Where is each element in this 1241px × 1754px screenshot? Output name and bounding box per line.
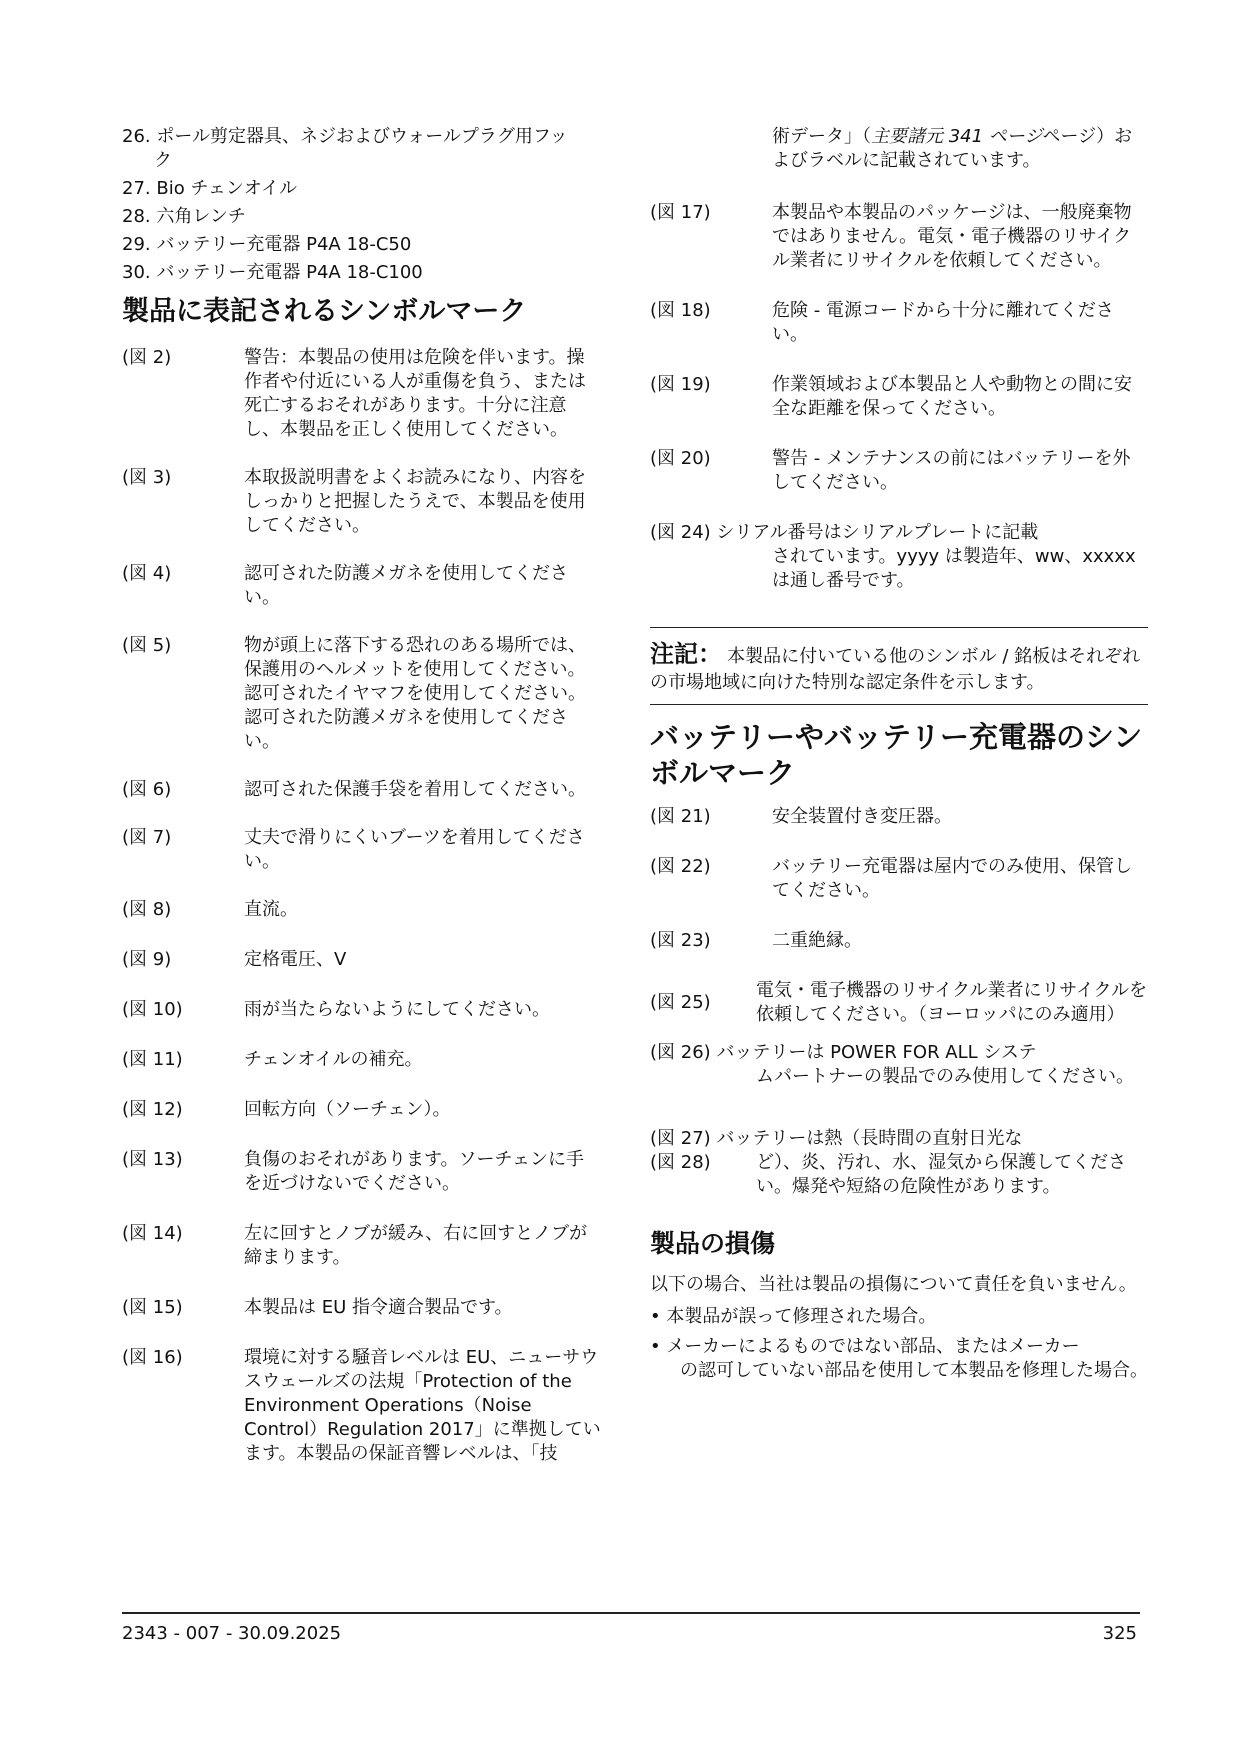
parts-list [122,125,602,285]
symbol-entry [122,634,602,754]
list-text: Bio チェンオイル [156,178,298,199]
figure-ref: (図 14) [122,1223,183,1244]
figure-ref: (図 20) [650,448,711,469]
bullet-text: • 本製品が誤って修理された場合。 [650,1306,937,1327]
bullet-text-cont: の認可していない部品を使用して本製品を修理した場合。 [680,1360,1148,1381]
list-number: 29. [122,234,151,255]
figure-ref: (図 4) [122,563,172,584]
symbol-description: 警告：本製品の使用は危険を伴います。操作者や付近にいる人が重傷を負う、または死亡するおそれがあります。十分に注意し、本製品を正しく使用してください。 [244,347,586,440]
symbol-entry [122,1148,602,1196]
symbol-description: 雨が当たらないようにしてください。 [244,999,550,1020]
symbol-entry [650,373,1148,421]
figure-ref: (図 9) [122,949,172,970]
note-box [650,627,1148,705]
symbol-entry [122,898,602,922]
bullet-item [650,1305,1148,1329]
figure-ref: (図 5) [122,635,172,656]
symbol-entry [122,778,602,802]
figure-ref: (図 25) [650,992,711,1013]
damage-intro: 以下の場合、当社は製品の損傷について責任を負いません。 [650,1274,1137,1295]
document-code: 2343 - 007 - 30.09.2025 [122,1623,342,1644]
symbol-entry [122,1098,602,1122]
left-column [122,125,602,1466]
symbol-entry [122,1296,602,1320]
list-number: 26. [122,126,151,147]
section-title-battery: バッテリーやバッテリー充電器のシンボルマーク [650,720,1143,790]
symbol-description: バッテリー充電器は屋内でのみ使用、保管してください。 [772,856,1132,901]
symbol-description: 環境に対する騒音レベルは EU、ニューサウスウェールズの法規「Protection of the Environment Operations（Noise Control）Regulation 2017」に準拠しています。本製品の保証音響レベルは、「技 [244,1347,601,1464]
symbol-description: 物が頭上に落下する恐れのある場所では、保護用のヘルメットを使用してください。認可されたイヤマフを使用してください。認可された防護メガネを使用してください。 [244,635,586,752]
figure-ref: (図 24) [650,522,711,543]
symbol-entry [650,979,1148,1027]
symbol-description: 直流。 [244,899,298,920]
symbol-description: 本製品は EU 指令適合製品です。 [244,1297,513,1318]
symbol-entry [650,299,1148,347]
symbol-entry [650,855,1148,903]
list-item [122,233,602,257]
figure-ref: (図 28) [650,1152,711,1173]
symbol-description: バッテリーは熱（長時間の直射日光な [716,1128,1023,1149]
figure-ref: (図 16) [122,1347,183,1368]
bullet-item [650,1335,1148,1383]
figure-ref: (図 7) [122,827,172,848]
symbol-description: 電気・電子機器のリサイクル業者にリサイクルを依頼してください。（ヨーロッパにのみ適用） [756,980,1147,1025]
list-item [122,205,602,229]
battery-system-entry [650,1041,1148,1065]
list-item [122,261,602,285]
cont-post: ページ）およびラベルに記載されています。 [772,126,1133,171]
symbol-description: 危険 - 電源コードから十分に離れてください。 [772,300,1114,345]
continued-text [650,125,1148,173]
symbol-entry [122,562,602,610]
list-number: 27. [122,178,151,199]
serial-number-entry [650,521,1148,545]
symbol-entry [122,948,602,972]
symbol-entry [122,1048,602,1072]
note-text: 本製品に付いている他のシンボル / 銘板はそれぞれの市場地域に向けた特別な認定条件を示します。 [650,646,1141,693]
symbol-description: 定格電圧、V [244,949,347,970]
list-text: ポール剪定器具、ネジおよびウォールプラグ用フッ [156,126,568,147]
symbol-description-cont: ど）、炎、汚れ、水、湿気から保護してください。爆発や短絡の危険性があります。 [756,1152,1127,1197]
figure-ref: (図 21) [650,806,711,827]
figure-ref: (図 23) [650,930,711,951]
symbol-entry [122,1222,602,1270]
figure-ref: (図 2) [122,347,172,368]
symbol-description-cont: されています。yyyy は製造年、ww、xxxxx は通し番号です。 [772,546,1136,591]
symbol-description: 負傷のおそれがあります。ソーチェンに手を近づけないでください。 [244,1149,585,1194]
symbol-description: 認可された保護手袋を着用してください。 [244,779,586,800]
list-text: バッテリー充電器 P4A 18-C50 [156,234,412,255]
symbol-description: 警告 - メンテナンスの前にはバッテリーを外してください。 [772,448,1131,493]
footer-divider [122,1612,1140,1614]
symbol-description: 作業領域および本製品と人や動物との間に安全な距離を保ってください。 [772,374,1132,419]
page-number: 325 [1102,1623,1137,1644]
figure-ref: (図 22) [650,856,711,877]
page-reference-link[interactable]: 主要諸元 341 ページ [871,126,1043,147]
list-item [122,177,602,201]
figure-ref: (図 10) [122,999,183,1020]
list-number: 28. [122,206,151,227]
figure-ref: (図 26) [650,1042,711,1063]
symbol-entry [122,346,602,442]
list-number: 30. [122,262,151,283]
symbol-description: 本製品や本製品のパッケージは、一般廃棄物ではありません。電気・電子機器のリサイクル業者にリサイクルを依頼してください。 [772,202,1132,271]
figure-ref: (図 19) [650,374,711,395]
figure-ref: (図 11) [122,1049,183,1070]
figure-ref: (図 3) [122,467,172,488]
symbol-description: 二重絶縁。 [772,930,862,951]
list-text: 六角レンチ [156,206,246,227]
symbol-description-cont: ムパートナーの製品でのみ使用してください。 [756,1066,1134,1087]
section-title-damage: 製品の損傷 [650,1229,776,1258]
symbol-entry [122,826,602,874]
list-item [122,125,602,173]
cont-pre: 術データ」（ [772,126,871,147]
figure-ref: (図 8) [122,899,172,920]
symbol-entry [122,466,602,538]
figure-ref: (図 27) [650,1128,711,1149]
symbol-description: 認可された防護メガネを使用してください。 [244,563,568,608]
symbol-description: 左に回すとノブが緩み、右に回すとノブが締まります。 [244,1223,588,1268]
symbol-description: バッテリーは POWER FOR ALL システ [716,1042,1037,1063]
figure-ref: (図 13) [122,1149,183,1170]
symbol-description: 丈夫で滑りにくいブーツを着用してください。 [244,827,585,872]
symbol-description: チェンオイルの補充。 [244,1049,423,1070]
figure-ref: (図 15) [122,1297,183,1318]
figure-ref: (図 12) [122,1099,183,1120]
note-label: 注記： [650,640,722,668]
symbol-entry [122,998,602,1022]
figure-ref: (図 6) [122,779,172,800]
section-title-symbols: 製品に表記されるシンボルマーク [122,296,527,327]
battery-heat-entry [650,1127,1148,1151]
symbol-description: 安全装置付き変圧器。 [772,806,952,827]
symbol-entry [650,201,1148,273]
symbol-entry [650,447,1148,495]
figure-ref: (図 18) [650,300,711,321]
symbol-entry [650,805,1148,829]
symbol-description: 回転方向（ソーチェン）。 [244,1099,451,1120]
symbol-entry [650,1151,1148,1199]
list-text: バッテリー充電器 P4A 18-C100 [156,262,423,283]
figure-ref: (図 17) [650,202,711,223]
symbol-description: 本取扱説明書をよくお読みになり、内容をしっかりと把握したうえで、本製品を使用してください。 [244,467,586,536]
bullet-text: • メーカーによるものではない部品、またはメーカー [650,1336,1080,1357]
symbol-entry [122,1346,602,1466]
symbol-entry [650,929,1148,953]
list-text-cont: ク [154,150,172,171]
right-column [650,125,1148,1389]
symbol-description: シリアル番号はシリアルプレートに記載 [716,522,1039,543]
